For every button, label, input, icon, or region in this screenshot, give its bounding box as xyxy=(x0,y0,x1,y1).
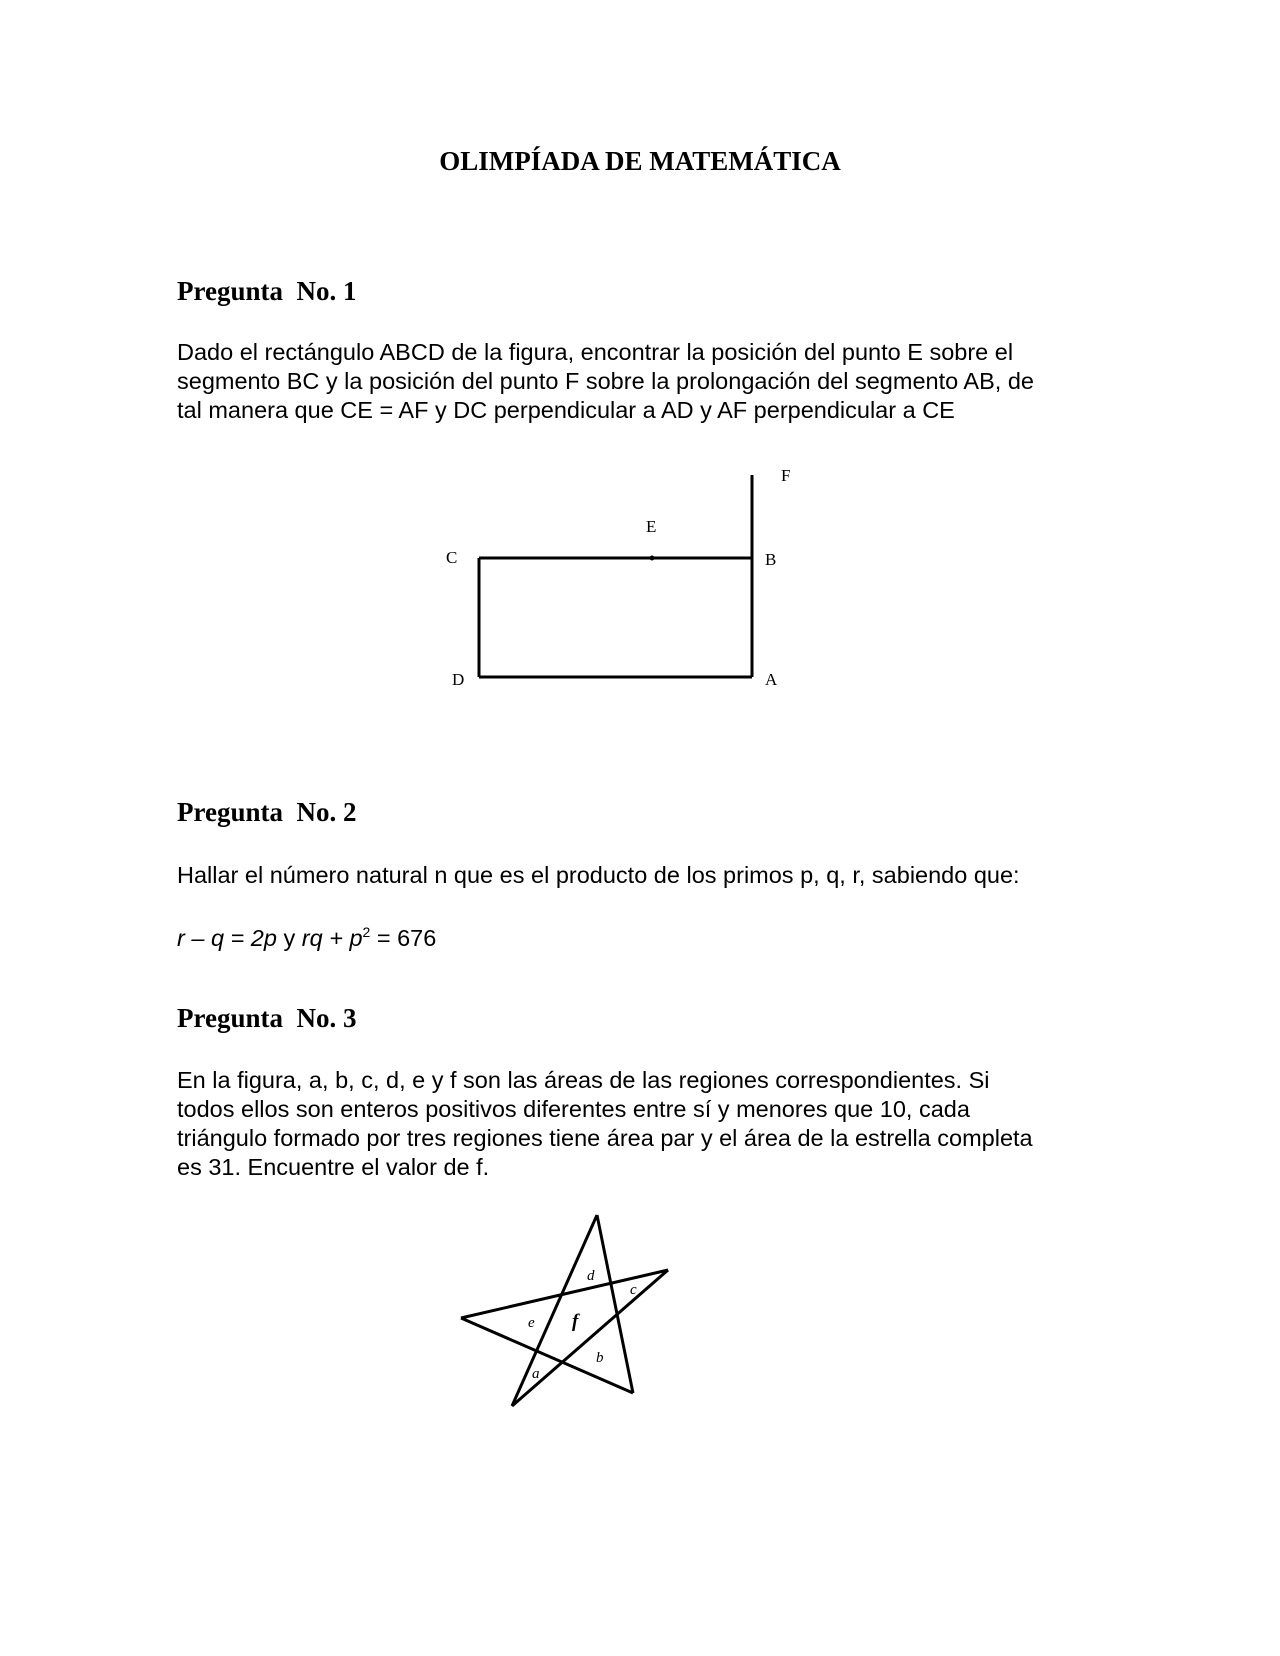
label-e: E xyxy=(646,517,657,536)
question-3-line-1: En la figura, a, b, c, d, e y f son las áreas de las regiones correspondientes. Si xyxy=(177,1067,990,1093)
equation-part-1: r – q = 2p xyxy=(177,924,277,951)
page-title: OLIMPÍADA DE MATEMÁTICA xyxy=(439,146,841,176)
question-1-line-3: tal manera que CE = AF y DC perpendicular a AD y AF perpendicular a CE xyxy=(177,397,955,423)
star-edge-4 xyxy=(512,1270,668,1406)
star-edge-3 xyxy=(461,1270,668,1318)
star-label-c: c xyxy=(630,1282,637,1298)
question-3-heading: Pregunta No. 3 xyxy=(177,1003,357,1033)
question-2-heading: Pregunta No. 2 xyxy=(177,797,357,827)
question-1-line-2: segmento BC y la posición del punto F sobre la prolongación del segmento AB, de xyxy=(177,368,1034,394)
equation-exponent: 2 xyxy=(362,924,371,940)
question-2-line-1: Hallar el número natural n que es el producto de los primos p, q, r, sabiendo que: xyxy=(177,862,1020,888)
star-label-a: a xyxy=(532,1366,540,1382)
star-label-e: e xyxy=(528,1315,535,1331)
label-f: F xyxy=(781,466,791,485)
label-b: B xyxy=(765,550,777,569)
equation-connector: y xyxy=(276,924,302,951)
label-c: C xyxy=(446,548,458,567)
star-label-f: f xyxy=(572,1311,579,1332)
question-3-line-3: triángulo formado por tres regiones tiene área par y el área de la estrella completa xyxy=(177,1125,1033,1151)
equation-part-2: rq + p xyxy=(301,924,363,951)
equation-part-3: = 676 xyxy=(370,924,437,951)
star-label-d: d xyxy=(587,1268,595,1284)
question-3-line-4: es 31. Encuentre el valor de f. xyxy=(177,1154,490,1180)
label-a: A xyxy=(765,670,778,689)
star-outline xyxy=(461,1215,668,1406)
label-d: D xyxy=(452,670,465,689)
question-1-heading: Pregunta No. 1 xyxy=(177,276,357,306)
star-edge-5 xyxy=(512,1215,597,1406)
question-3-line-2: todos ellos son enteros positivos diferentes entre sí y menores que 10, cada xyxy=(177,1096,970,1122)
question-1-line-1: Dado el rectángulo ABCD de la figura, encontrar la posición del punto E sobre el xyxy=(177,339,1014,365)
star-label-b: b xyxy=(596,1350,604,1366)
